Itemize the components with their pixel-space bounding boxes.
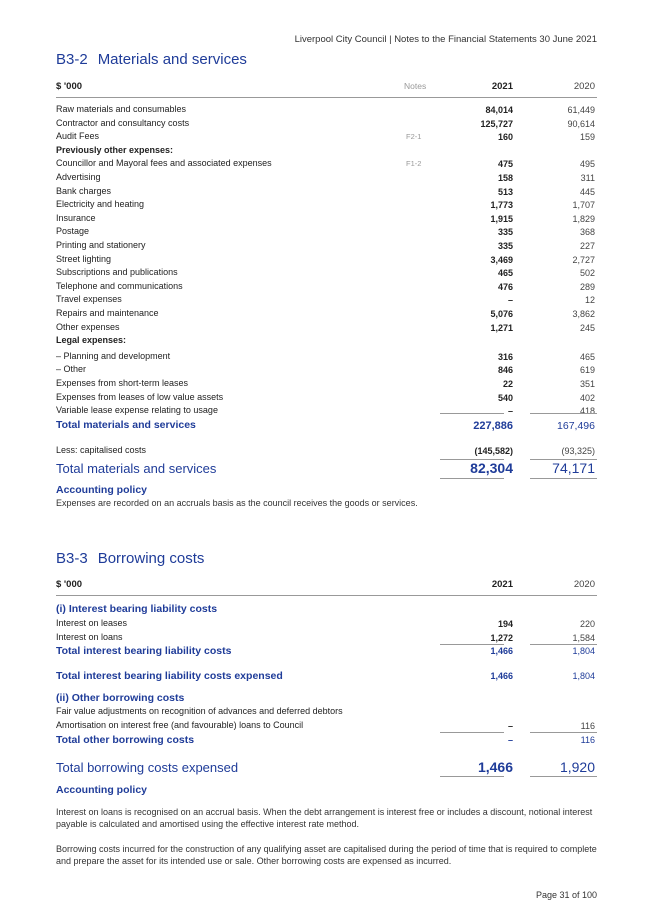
table-row: [56, 392, 597, 405]
table-row: [56, 706, 597, 719]
row-label: Printing and stationery: [56, 240, 146, 250]
row-label: Street lighting: [56, 253, 112, 264]
value-2020: 311: [580, 173, 595, 183]
less-row: [56, 445, 597, 458]
table-row: [56, 322, 597, 335]
row-label: Insurance: [56, 212, 96, 223]
sum-line: [530, 732, 597, 733]
running-header: Liverpool City Council | Notes to the Financial Statements 30 June 2021: [294, 34, 597, 45]
accounting-policy-heading: Accounting policy: [56, 784, 148, 796]
total-final-2020: 74,171: [552, 460, 595, 476]
row-label: Amortisation on interest free (and favourable) loans to Council: [56, 720, 304, 730]
value-2021: 476: [497, 281, 513, 292]
value-2020: 1,829: [572, 213, 595, 224]
value-2020: 465: [579, 351, 595, 362]
divider: [56, 595, 597, 596]
value-2021: 160: [497, 132, 513, 143]
double-line: [530, 776, 597, 777]
row-label: – Other: [56, 364, 87, 375]
total-final-label: Total materials and services: [56, 461, 217, 476]
double-line: [440, 776, 504, 777]
value-2020: 418: [579, 406, 595, 417]
row-label: Legal expenses:: [56, 335, 127, 346]
table-row: [56, 158, 597, 171]
section-title-b3-2: [56, 51, 247, 68]
value-2020: 61,449: [567, 105, 595, 115]
divider: [56, 97, 597, 98]
row-label: Other expenses: [56, 321, 120, 332]
table-row: [56, 351, 597, 364]
total-final-2021: 1,466: [477, 759, 513, 775]
value-2020: 2,727: [572, 254, 595, 265]
value-2021: 125,727: [480, 118, 513, 129]
total-final-label: Total borrowing costs expensed: [56, 760, 239, 775]
total-final-2021: 82,304: [470, 460, 513, 476]
table-row: [56, 364, 597, 377]
value-2021: 84,014: [485, 105, 513, 115]
value-2020: 116: [580, 735, 595, 745]
row-label: Raw materials and consumables: [56, 104, 187, 114]
table-row: [56, 632, 597, 645]
value-2021: 1,466: [490, 646, 513, 656]
value-2020: 289: [579, 281, 595, 292]
value-2020: 619: [579, 365, 595, 376]
table-row: [56, 118, 597, 131]
row-label: – Planning and development: [56, 350, 171, 361]
value-2021: 540: [497, 392, 513, 403]
table-row: [56, 720, 597, 733]
value-2020: 220: [579, 619, 595, 629]
row-label: Bank charges: [56, 185, 112, 196]
row-label: Previously other expenses:: [56, 144, 174, 155]
value-2020: 12: [584, 295, 595, 306]
row-label: Interest on leases: [56, 618, 128, 628]
less-2021: (145,582): [474, 446, 513, 456]
table-header: [56, 81, 597, 95]
value-2020: 402: [579, 392, 595, 403]
value-2021: 316: [497, 351, 513, 362]
table-row: [56, 281, 597, 294]
value-2020: 1,584: [572, 633, 595, 643]
column-2021: 2021: [491, 81, 513, 92]
section-title-text: Borrowing costs: [97, 550, 205, 567]
total-row: [56, 419, 597, 432]
table-row: [56, 254, 597, 267]
subtotal-row: [56, 734, 597, 747]
row-label: Advertising: [56, 172, 101, 182]
row-label: Variable lease expense relating to usage: [56, 405, 218, 416]
value-2021: 22: [502, 378, 513, 389]
value-2020: 159: [579, 132, 595, 143]
total-label: Total materials and services: [56, 419, 196, 431]
accounting-policy-text: Expenses are recorded on an accruals basis as the council receives the goods or services.: [56, 498, 418, 508]
row-label: Councillor and Mayoral fees and associated expenses: [56, 158, 272, 169]
table-row: [56, 308, 597, 321]
column-label: $ '000: [56, 81, 83, 92]
table-row: [56, 131, 597, 144]
value-2021: 513: [497, 186, 513, 197]
table-row: [56, 378, 597, 391]
value-2021: –: [507, 406, 513, 417]
table-row: [56, 405, 597, 418]
row-label: Total other borrowing costs: [56, 734, 195, 746]
row-label: Total interest bearing liability costs expensed: [56, 670, 283, 682]
table-row: [56, 145, 597, 158]
value-2021: 846: [497, 365, 513, 376]
value-2021: –: [507, 295, 513, 306]
value-2021: 465: [497, 268, 513, 279]
table-row: [56, 186, 597, 199]
value-2021: –: [507, 735, 513, 745]
row-label: Subscriptions and publications: [56, 267, 178, 278]
double-line: [530, 478, 597, 479]
row-label: Repairs and maintenance: [56, 308, 159, 318]
table-row: [56, 213, 597, 226]
value-2021: 1,271: [490, 322, 513, 333]
value-2020: 502: [579, 268, 595, 279]
value-2020: 1,804: [572, 646, 595, 656]
subsection-heading: (ii) Other borrowing costs: [56, 692, 185, 704]
table-row: [56, 226, 597, 239]
value-2021: 5,076: [490, 309, 513, 319]
value-2020: 445: [579, 186, 595, 197]
section-title-b3-3: [56, 550, 204, 567]
value-2021: 1,466: [490, 671, 513, 681]
total-row-final: [56, 460, 597, 476]
less-2020: (93,325): [561, 446, 595, 456]
column-2021: 2021: [491, 579, 513, 590]
table-row: [56, 335, 597, 348]
column-2020: 2020: [573, 579, 595, 590]
row-note: F2-1: [406, 132, 422, 142]
row-label: Total interest bearing liability costs: [56, 645, 232, 657]
sum-line: [440, 413, 504, 414]
value-2020: 495: [579, 159, 595, 170]
subsection-heading: (i) Interest bearing liability costs: [56, 603, 218, 615]
row-label: Fair value adjustments on recognition of advances and deferred debtors: [56, 706, 343, 716]
section-title-text: Materials and services: [97, 51, 247, 68]
row-label: Expenses from short-term leases: [56, 377, 189, 388]
row-label: Expenses from leases of low value assets: [56, 391, 224, 402]
value-2020: 90,614: [567, 118, 595, 129]
accounting-policy-text: Interest on loans is recognised on an accrual basis. When the debt arrangement is interest free or includes a discount, notional interest payable is calculated and amortised using the effective interest rate method.: [56, 807, 593, 829]
double-line: [440, 478, 504, 479]
row-label: Telephone and communications: [56, 280, 183, 291]
table-row: [56, 618, 597, 631]
column-notes: Notes: [404, 81, 427, 91]
total-row-final: [56, 759, 597, 775]
row-label: Travel expenses: [56, 294, 122, 305]
table-header: [56, 579, 597, 593]
subtotal-row: [56, 645, 597, 658]
value-2021: 335: [497, 241, 513, 251]
row-label: Interest on loans: [56, 632, 123, 642]
table-row: [56, 294, 597, 307]
row-note: F1-2: [406, 159, 422, 169]
sum-line: [440, 732, 504, 733]
value-2020: 3,862: [572, 309, 595, 319]
value-2020: 1,804: [572, 671, 595, 681]
value-2021: 158: [497, 173, 513, 183]
row-label: Postage: [56, 226, 90, 237]
value-2021: 1,272: [490, 633, 513, 643]
table-row: [56, 267, 597, 280]
value-2020: 245: [579, 322, 595, 333]
sum-line: [530, 413, 597, 414]
value-2021: 1,773: [490, 200, 513, 211]
value-2020: 1,707: [572, 200, 595, 211]
value-2020: 227: [579, 241, 595, 251]
value-2021: 1,915: [490, 213, 513, 224]
row-label: Audit Fees: [56, 131, 100, 142]
value-2021: 475: [497, 159, 513, 170]
value-2021: 335: [497, 227, 513, 238]
total-final-2020: 1,920: [559, 759, 595, 775]
total-2020: 167,496: [557, 420, 595, 432]
accounting-policy-text: Borrowing costs incurred for the construction of any qualifying asset are capitalised during the period of time that is required to complete and prepare the asset for its intended use or sale. Other borrowing costs are expensed as incurred.: [56, 844, 597, 866]
column-2020: 2020: [573, 81, 595, 92]
value-2021: –: [507, 721, 513, 731]
less-label: Less: capitalised costs: [56, 445, 147, 455]
value-2020: 351: [579, 378, 595, 389]
total-2021: 227,886: [473, 420, 513, 432]
subtotal-row: [56, 670, 597, 683]
value-2020: 116: [580, 721, 595, 731]
accounting-policy-heading: Accounting policy: [56, 484, 148, 496]
row-label: Contractor and consultancy costs: [56, 117, 190, 128]
value-2021: 3,469: [490, 254, 513, 265]
column-label: $ '000: [56, 579, 83, 590]
page-number: Page 31 of 100: [535, 890, 597, 900]
table-row: [56, 172, 597, 185]
value-2021: 194: [497, 619, 513, 629]
row-label: Electricity and heating: [56, 199, 145, 210]
section-number: B3-2: [56, 51, 88, 68]
table-row: [56, 199, 597, 212]
section-number: B3-3: [56, 550, 88, 567]
table-row: [56, 104, 597, 117]
value-2020: 368: [579, 227, 595, 238]
table-row: [56, 240, 597, 253]
